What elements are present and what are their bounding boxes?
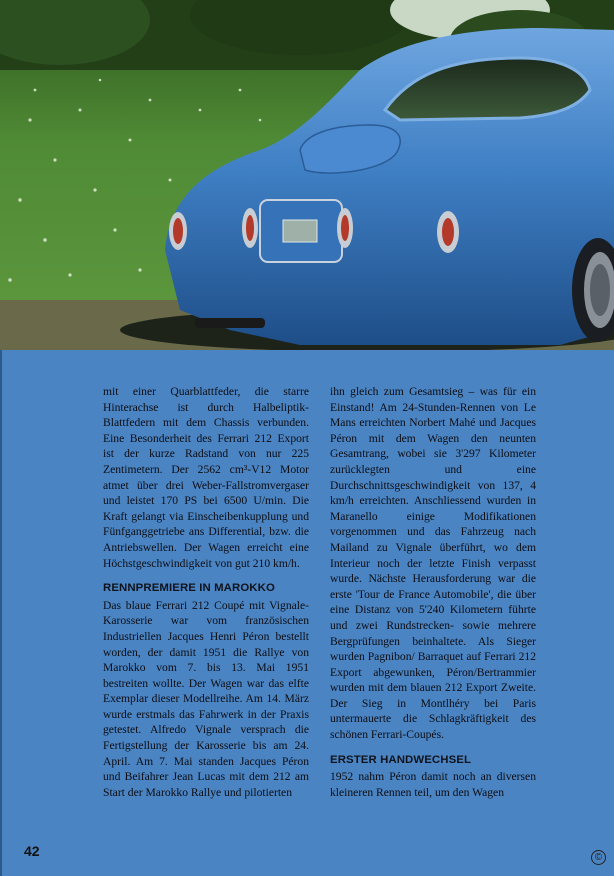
paragraph-rennpremiere: Das blaue Ferrari 212 Coupé mit Vignale-Karosserie war vom französischen Industriellen Jacques Henri Péron bestellt worden, der damit 1951 die Rallye von Marokko vom 7. bis 13. Mai 1951 bestreiten wollte. Der Wagen war das elfte Exemplar dieser Modellreihe. Am 14. März wurde erstmals das Fahrwerk in der Praxis getestet. Alfredo Vignale versprach die Fertigstellung der Karosserie bis am 24. April. Am 7. Mai standen Jacques Péron und Beifahrer Jean Lucas mit dem 212 am Start der Marokko Rallye und pilotierten [103, 598, 309, 799]
paragraph-handwechsel: 1952 nahm Péron damit noch an diversen kleineren Rennen teil, um den Wagen [330, 770, 536, 799]
car-photo [0, 0, 614, 350]
blue-car-rear-photo [0, 0, 614, 350]
text-column-left [103, 384, 309, 800]
paragraph-chassis: mit einer Quarblattfeder, die starre Hinterachse ist durch Halbeliptik-Blattfedern mit dem Chassis verbunden. Eine Besonderheit des Ferrari 212 Export ist der kurze Radstand von nur 225 Zentimetern. Der 2562 cm³-V12 Motor atmet über drei Weber-Fallstromvergaser und leistet 170 PS bei 6500 U/min. Die Kraft gelangt via Einscheibenkupplung und Fünfganggetriebe ans Differential, bzw. die Antriebswellen. Der Wagen erreicht eine Höchstgeschwindigkeit von gut 210 km/h. [103, 385, 309, 570]
page-number: 42 [24, 843, 40, 859]
heading-rennpremiere: RENNPREMIERE IN MAROKKO [103, 582, 275, 595]
paragraph-racing-history: ihn gleich zum Gesamtsieg – was für ein Einstand! Am 24-Stunden-Rennen von Le Mans erreichten Norbert Mahé und Jacques Péron mit dem Wagen den neunten Gesamtrang, wobei sie 3'297 Kilometer zurücklegten und eine Durchschnittsgeschwindigkeit von 137, 4 km/h erreichten. Anschliessend wurden in Maranello einige Modifikationen vorgenommen und das Fahrzeug nach Mailand zu Vignale überführt, wo dem Interieur noch der letzte Finish verpasst wurde. Nächste Herausforderung war die erste 'Tour de France Automobile', die über eine Distanz von 5'240 Kilometern führte und zwei Rundstrecken- sowie mehrere Bergprüfungen beinhaltete. Als Sieger wurden Pagnibon/ Barraquet auf Ferrari 212 Export abgewunken, Péron/Bertrammier wurden mit dem blauen 212 Export Zweite. Der Sieg in Montlhéry bei Paris untermauerte die Schlagkräftigkeit des schönen Ferrari-Coupés. [330, 385, 536, 742]
text-column-right [330, 384, 536, 800]
copyright-icon: © [591, 850, 606, 865]
heading-handwechsel: ERSTER HANDWECHSEL [330, 753, 472, 766]
page-edge [0, 350, 2, 876]
